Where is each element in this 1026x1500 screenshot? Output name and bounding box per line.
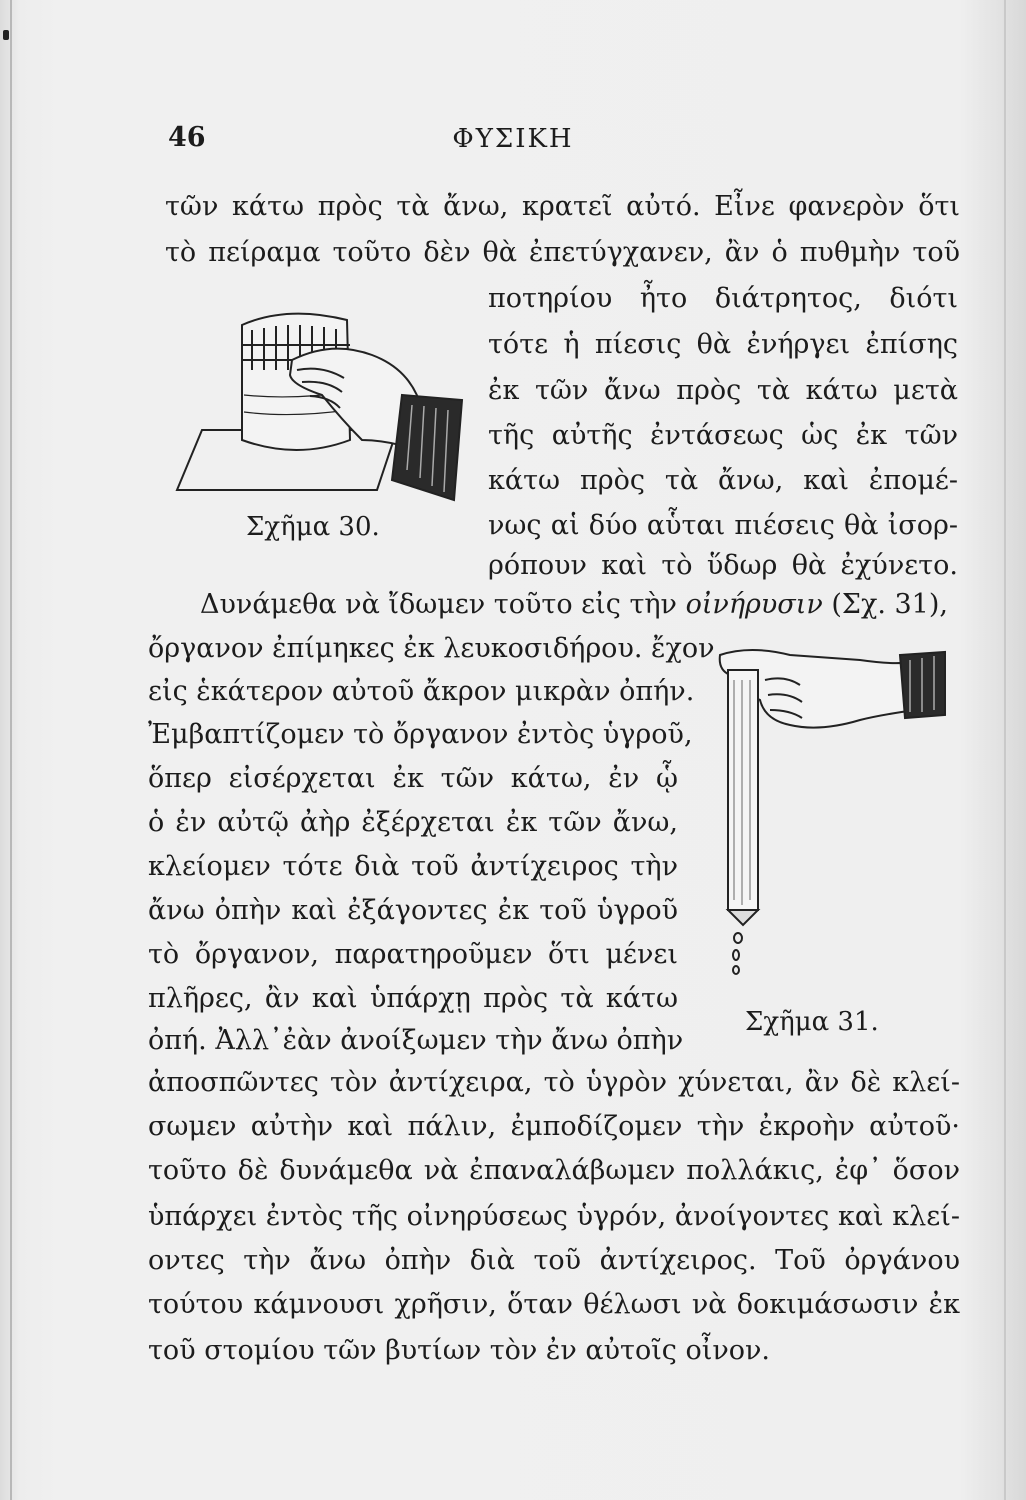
text-line: ὁ ἐν αὐτῷ ἀὴρ ἐξέρχεται ἐκ τῶν ἄνω, — [148, 807, 678, 838]
text-segment: Δυνάμεθα νὰ ἴδωμεν τοῦτο εἰς τὴν — [200, 589, 677, 620]
figure-30-illustration — [172, 300, 472, 510]
binding-edge — [10, 0, 12, 1500]
text-line: ὅπερ εἰσέρχεται ἐκ τῶν κάτω, ἐν ᾧ — [148, 763, 678, 794]
text-line: ποτηρίου ἦτο διάτρητος, διότι — [488, 283, 958, 314]
text-line — [200, 588, 960, 622]
running-title: ΦΥΣΙΚΗ — [452, 124, 574, 154]
page-number: 46 — [168, 122, 206, 153]
text-line: τότε ἡ πίεσις θὰ ἐνήργει ἐπίσης — [488, 329, 958, 360]
text-line: ἄνω ὀπὴν καὶ ἐξάγοντες ἐκ τοῦ ὑγροῦ — [148, 895, 678, 926]
text-line: ἐκ τῶν ἄνω πρὸς τὰ κάτω μετὰ — [488, 375, 958, 406]
page-edge — [1004, 0, 1006, 1500]
text-line: κλείομεν τότε διὰ τοῦ ἀντίχειρος τὴν — [148, 851, 678, 882]
figure-31-caption: Σχῆμα 31. — [745, 1007, 879, 1037]
term-oinerysis: οἰνήρυσιν — [685, 589, 823, 620]
text-line: εἰς ἑκάτερον αὐτοῦ ἄκρον μικρὰν ὀπήν. — [148, 676, 695, 707]
text-line: σωμεν αὐτὴν καὶ πάλιν, ἐμποδίζομεν τὴν ἐκροὴν αὐτοῦ· — [148, 1111, 960, 1142]
text-line: Ἐμβαπτίζομεν τὸ ὄργανον ἐντὸς ὑγροῦ, — [148, 719, 693, 750]
text-line: τὸ ὄργανον, παρατηροῦμεν ὅτι μένει — [148, 939, 678, 970]
text-line: ὀπή. Ἀλλ᾽ἐὰν ἀνοίξωμεν τὴν ἄνω ὀπὴν — [148, 1025, 684, 1056]
scan-mark — [3, 30, 9, 40]
text-line: ὄργανον ἐπίμηκες ἐκ λευκοσιδήρου. ἔχον — [148, 633, 715, 664]
text-segment: (Σχ. 31), — [831, 589, 948, 620]
text-line: τούτου κάμνουσι χρῆσιν, ὅταν θέλωσι νὰ δοκιμάσωσιν ἐκ — [148, 1289, 960, 1320]
text-line: ὑπάρχει ἐντὸς τῆς οἰνηρύσεως ὑγρόν, ἀνοίγοντες καὶ κλεί- — [148, 1201, 960, 1232]
text-line: πλῆρες, ἂν καὶ ὑπάρχῃ πρὸς τὰ κάτω — [148, 983, 678, 1014]
text-line: οντες τὴν ἄνω ὀπὴν διὰ τοῦ ἀντίχειρος. Τοῦ ὀργάνου — [148, 1245, 960, 1276]
figure-30-caption: Σχῆμα 30. — [246, 512, 380, 542]
text-line: τοῦ στομίου τῶν βυτίων τὸν ἐν αὐτοῖς οἶνον. — [148, 1335, 771, 1366]
text-line: ἀποσπῶντες τὸν ἀντίχειρα, τὸ ὑγρὸν χύνεται, ἂν δὲ κλεί- — [148, 1067, 960, 1098]
text-line: τὸ πείραμα τοῦτο δὲν θὰ ἐπετύγχανεν, ἂν ὁ πυθμὴν τοῦ — [165, 237, 960, 268]
text-line: κάτω πρὸς τὰ ἄνω, καὶ ἐπομέ- — [488, 465, 958, 496]
figure-31-illustration — [710, 640, 950, 980]
text-line: τῶν κάτω πρὸς τὰ ἄνω, κρατεῖ αὐτό. Εἶνε φανερὸν ὅτι — [165, 191, 960, 222]
text-line: νως αἱ δύο αὗται πιέσεις θὰ ἰσορ- — [488, 510, 958, 541]
text-line: τῆς αὐτῆς ἐντάσεως ὡς ἐκ τῶν — [488, 420, 958, 451]
text-line: ρόπουν καὶ τὸ ὕδωρ θὰ ἐχύνετο. — [488, 550, 958, 581]
text-line: τοῦτο δὲ δυνάμεθα νὰ ἐπαναλάβωμεν πολλάκις, ἐφ᾽ ὅσον — [148, 1155, 960, 1186]
